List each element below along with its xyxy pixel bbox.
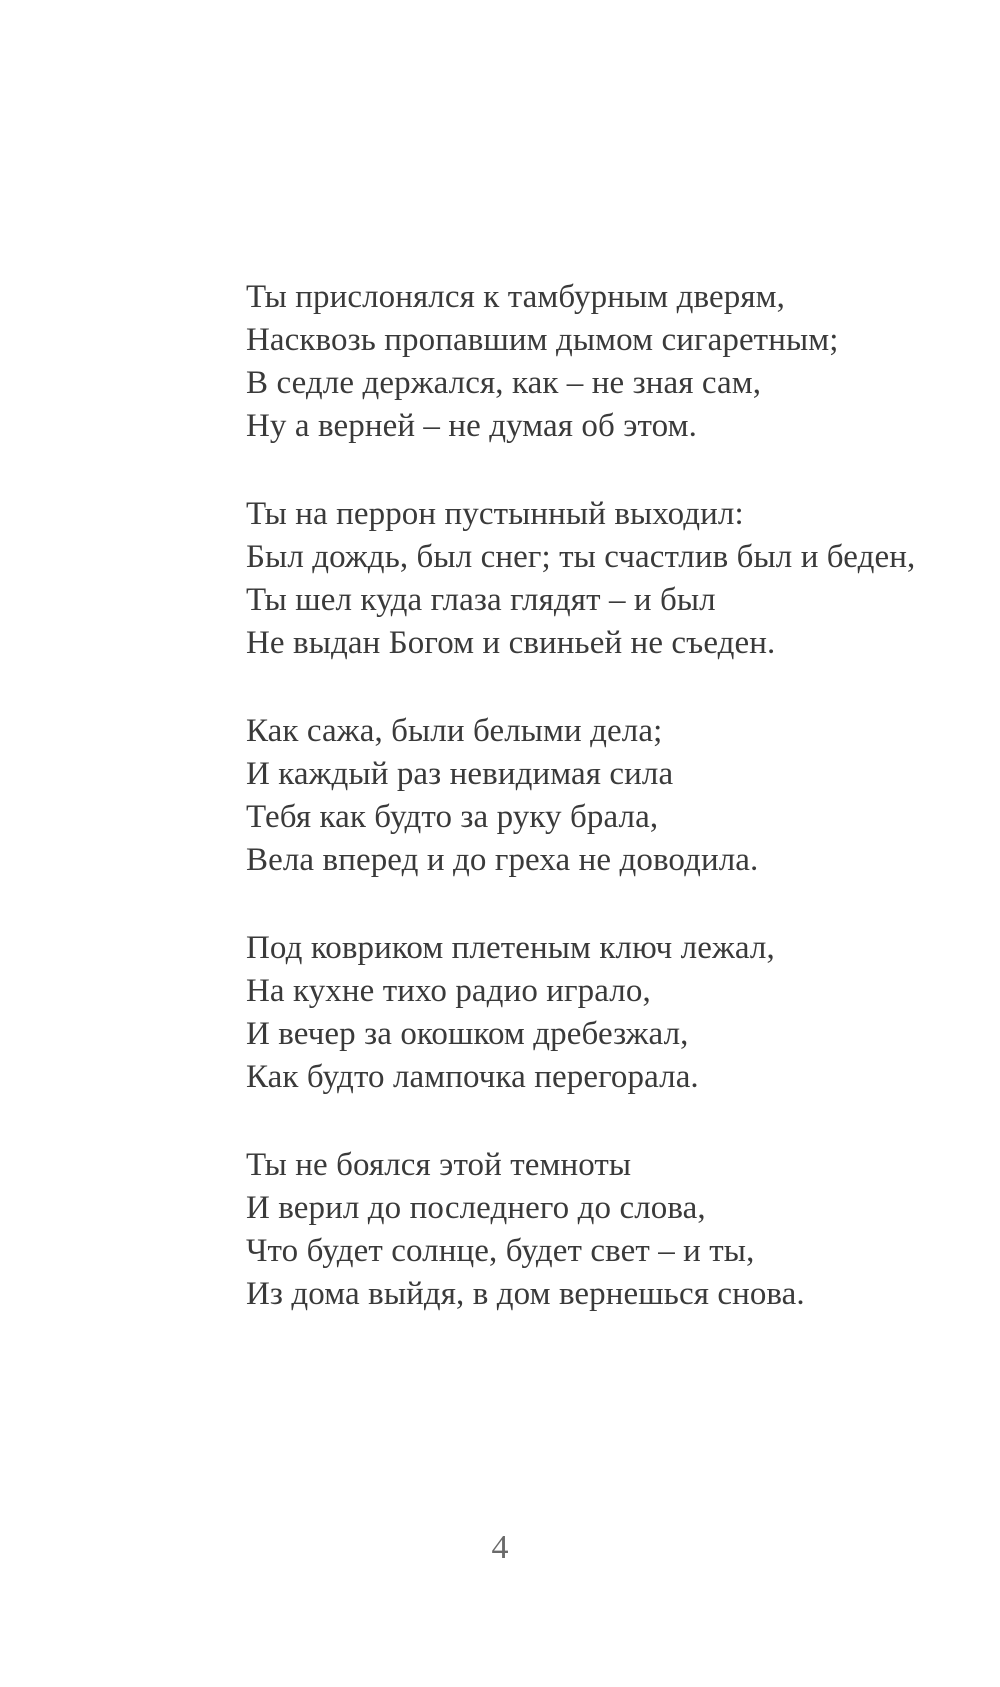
poem-line: И вечер за окошком дребезжал, (246, 1016, 689, 1052)
stanza-4 (246, 927, 946, 1099)
poem-line: Как будто лампочка перегорала. (246, 1059, 699, 1095)
poem-line: Ты шел куда глаза глядят – и был (246, 582, 716, 618)
poem-line: Что будет солнце, будет свет – и ты, (246, 1233, 755, 1269)
poem-line: На кухне тихо радио играло, (246, 973, 651, 1009)
poem-line: Не выдан Богом и свиньей не съеден. (246, 625, 776, 661)
poem-line: И каждый раз невидимая сила (246, 756, 674, 792)
poem-line: Ты на перрон пустынный выходил: (246, 496, 744, 532)
poem-line: В седле держался, как – не зная сам, (246, 365, 762, 401)
stanza-3 (246, 710, 946, 882)
stanza-1 (246, 276, 946, 448)
poem-line: Под ковриком плетеным ключ лежал, (246, 930, 775, 966)
poem (246, 276, 946, 1361)
stanza-2 (246, 493, 946, 665)
poem-line: Ну а верней – не думая об этом. (246, 408, 697, 444)
poem-line: Тебя как будто за руку брала, (246, 799, 659, 835)
poem-line: Насквозь пропавшим дымом сигаретным; (246, 322, 839, 358)
poem-line: Из дома выйдя, в дом вернешься снова. (246, 1276, 805, 1312)
poem-line: Ты прислонялся к тамбурным дверям, (246, 279, 785, 315)
poem-line: И верил до последнего до слова, (246, 1190, 706, 1226)
poem-line: Был дождь, был снег; ты счастлив был и беден, (246, 539, 916, 575)
page-number: 4 (491, 1529, 509, 1566)
poem-line: Вела вперед и до греха не доводила. (246, 842, 759, 878)
stanza-5 (246, 1144, 946, 1316)
poem-line: Как сажа, были белыми дела; (246, 713, 663, 749)
poem-line: Ты не боялся этой темноты (246, 1147, 632, 1183)
